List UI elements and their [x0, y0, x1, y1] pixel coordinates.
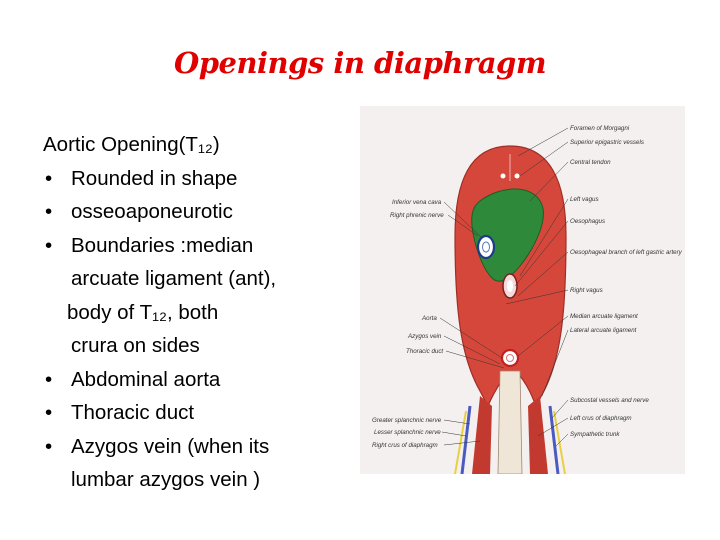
section-heading: Aortic Opening(T₁₂)	[43, 133, 220, 156]
slide-body	[43, 128, 363, 497]
bullet-text: Rounded in shape	[71, 166, 238, 190]
svg-text:Lateral arcuate ligament: Lateral arcuate ligament	[570, 327, 637, 334]
bullet-dot: •	[45, 233, 53, 257]
bullet-dot: •	[45, 367, 53, 391]
svg-text:Inferior vena cava: Inferior vena cava	[392, 199, 442, 206]
bullet-dot: •	[45, 200, 53, 223]
bullet-thoracic-duct	[43, 396, 363, 430]
svg-text:Foramen of Morgagni: Foramen of Morgagni	[570, 125, 630, 132]
bullet-text: Thoracic duct	[71, 401, 195, 424]
boundaries-line-2: arcuate ligament (ant),	[71, 267, 277, 290]
boundaries-line-3: body of T₁₂, both	[67, 300, 219, 324]
svg-text:Central tendon: Central tendon	[570, 159, 611, 166]
svg-text:Subcostal vessels and nerve: Subcostal vessels and nerve	[570, 397, 649, 404]
bullet-osseo	[43, 195, 363, 229]
bullet-dot: •	[45, 401, 53, 424]
svg-text:Aorta: Aorta	[422, 315, 437, 322]
svg-text:Thoracic duct: Thoracic duct	[406, 348, 444, 355]
svg-text:Right crus of diaphragm: Right crus of diaphragm	[372, 442, 438, 449]
boundaries-line-4: crura on sides	[71, 334, 200, 357]
svg-text:Lesser splanchnic nerve: Lesser splanchnic nerve	[374, 429, 441, 436]
svg-text:Median arcuate ligament: Median arcuate ligament	[570, 313, 638, 320]
svg-text:Superior epigastric vessels: Superior epigastric vessels	[570, 139, 644, 146]
bullet-azygos	[43, 430, 363, 464]
svg-text:Right vagus: Right vagus	[570, 287, 603, 294]
bullet-dot: •	[45, 434, 53, 458]
bullet-text: Boundaries :median	[71, 233, 254, 257]
svg-text:Azygos vein: Azygos vein	[408, 333, 442, 340]
svg-text:Oesophagus: Oesophagus	[570, 218, 606, 225]
bullet-boundaries	[43, 229, 363, 263]
bullet-aorta	[43, 363, 363, 397]
svg-text:Right phrenic nerve: Right phrenic nerve	[390, 212, 444, 219]
azygos-line-2: lumbar azygos vein )	[71, 468, 261, 491]
bullet-text: Azygos vein (when its	[71, 434, 270, 458]
svg-text:Oesophageal branch of left gas: Oesophageal branch of left gastric artery	[570, 249, 682, 256]
svg-text:Sympathetic trunk: Sympathetic trunk	[570, 431, 620, 438]
diaphragm-diagram	[360, 106, 685, 474]
bullet-text: Abdominal aorta	[71, 367, 221, 391]
bullet-text: osseoaponeurotic	[71, 200, 233, 223]
svg-text:Left vagus: Left vagus	[570, 196, 599, 203]
bullet-dot: •	[45, 166, 53, 190]
svg-text:Left crus of diaphragm: Left crus of diaphragm	[570, 415, 632, 422]
diaphragm-illustration	[360, 106, 685, 474]
bullet-rounded	[43, 162, 363, 196]
slide-title: Openings in diaphragm	[173, 46, 547, 80]
svg-text:Greater splanchnic nerve: Greater splanchnic nerve	[372, 417, 442, 424]
